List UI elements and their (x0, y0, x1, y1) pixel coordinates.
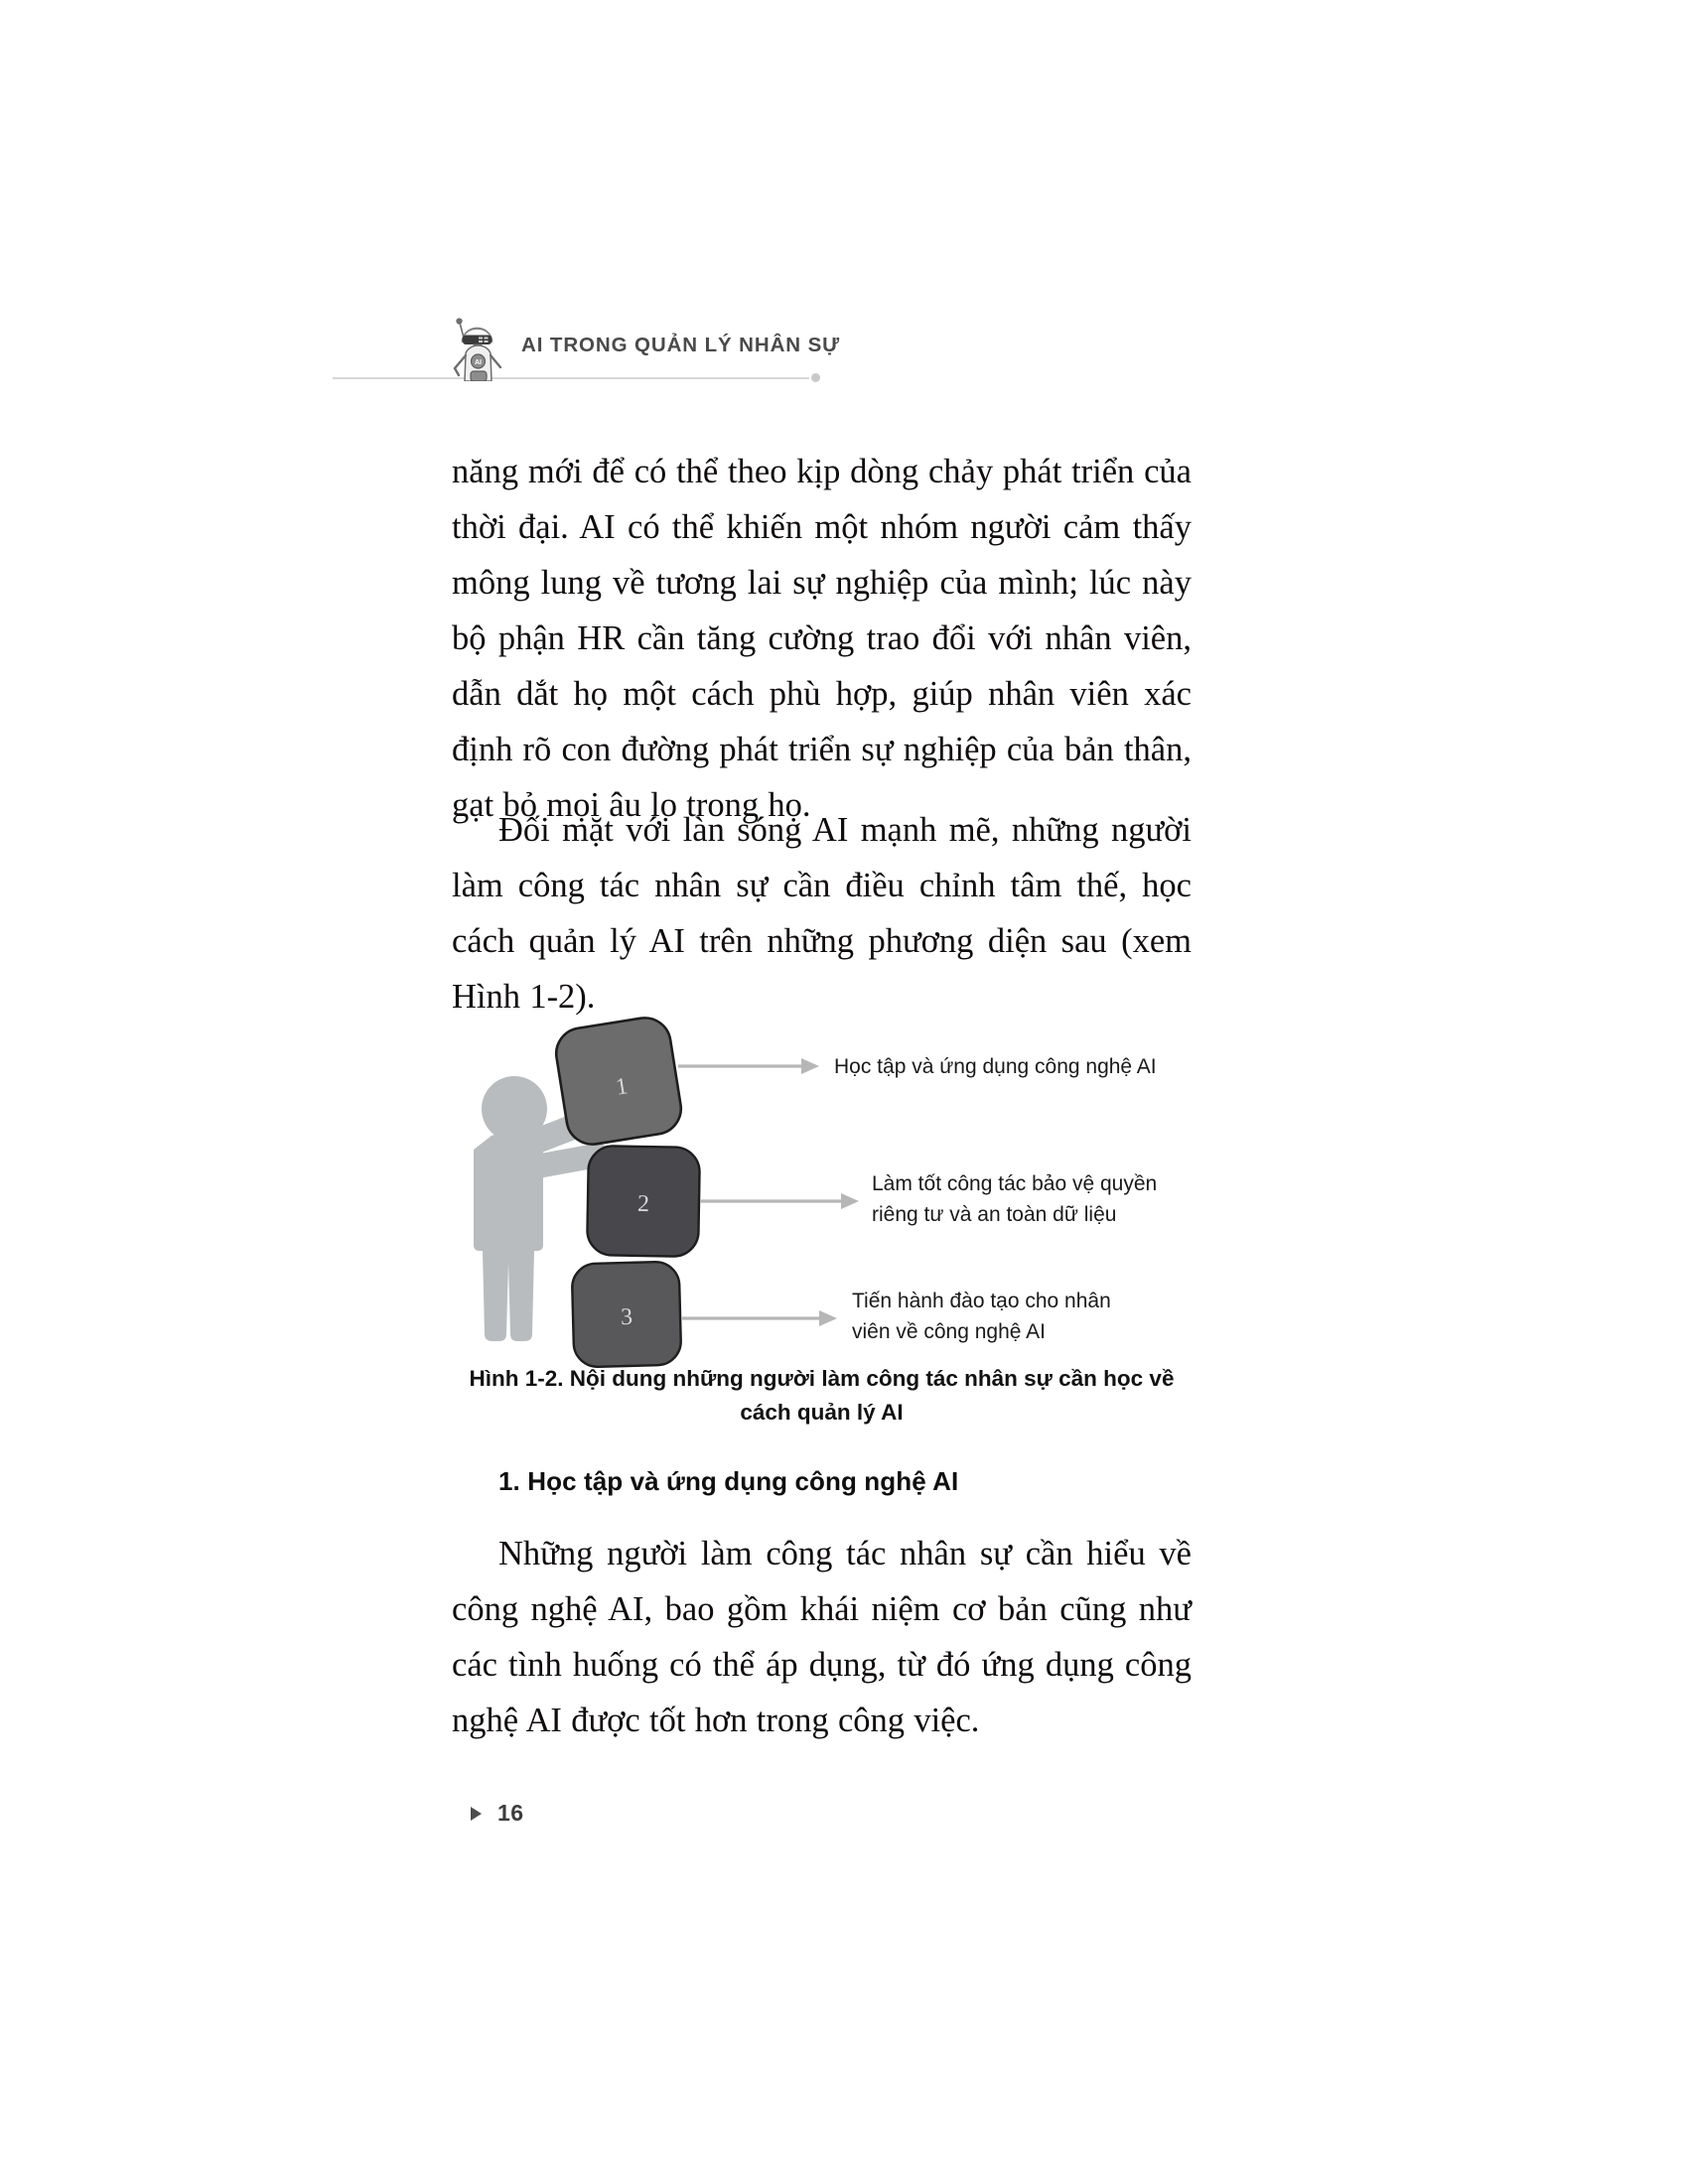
figure-1-2 (452, 1005, 1192, 1417)
figure-caption: Hình 1-2. Nội dung những người làm công tác nhân sự cần học về cách quản lý AI (469, 1366, 1175, 1425)
section-heading: 1. Học tập và ứng dụng công nghệ AI (498, 1466, 959, 1496)
figure-block-1 (552, 1015, 684, 1149)
header-title: AI TRONG QUẢN LÝ NHÂN SỰ (521, 334, 841, 356)
triangle-right-icon (471, 1807, 482, 1821)
robot-mascot-icon (448, 316, 509, 381)
body-paragraph-2: Đối mặt với làn sóng AI mạnh mẽ, những người làm công tác nhân sự cần điều chỉnh tâm thế, học cách quản lý AI trên những phương diện sau (xem Hình 1-2). (452, 811, 1192, 1016)
figure-block-3 (572, 1262, 682, 1368)
header-rule-end-dot (811, 373, 820, 382)
figure-label-2-line-1: Làm tốt công tác bảo vệ quyền (872, 1172, 1158, 1195)
body-paragraph-1: năng mới để có thể theo kịp dòng chảy phát triển của thời đại. AI có thể khiến một nhóm người cảm thấy mông lung về tương lai sự nghiệp của mình; lúc này bộ phận HR cần tăng cường trao đổi với nhân viên, dẫn dắt họ một cách phù hợp, giúp nhân viên xác định rõ con đường phát triển sự nghiệp của bản thân, gạt bỏ mọi âu lo trong họ. (452, 453, 1192, 824)
svg-text:3: 3 (620, 1303, 633, 1331)
body-paragraph-3: Những người làm công tác nhân sự cần hiểu về công nghệ AI, bao gồm khái niệm cơ bản cũng như các tình huống có thể áp dụng, từ đó ứng dụng công nghệ AI được tốt hơn trong công việc. (452, 1535, 1192, 1739)
figure-label-1-line-1: Học tập và ứng dụng công nghệ AI (834, 1055, 1157, 1078)
header-rule (333, 377, 809, 379)
page-number: 16 (497, 1800, 524, 1826)
figure-block-2 (587, 1146, 700, 1257)
running-header (333, 316, 841, 385)
svg-text:1: 1 (614, 1073, 631, 1101)
svg-text:2: 2 (636, 1190, 650, 1218)
figure-label-2-line-2: riêng tư và an toàn dữ liệu (872, 1203, 1117, 1226)
figure-label-3-line-2: viên về công nghệ AI (852, 1320, 1046, 1343)
figure-arrows (678, 1058, 859, 1326)
figure-label-3-line-1: Tiến hành đào tạo cho nhân (852, 1290, 1111, 1312)
svg-text:AI: AI (475, 359, 482, 366)
page-footer (471, 1800, 524, 1827)
